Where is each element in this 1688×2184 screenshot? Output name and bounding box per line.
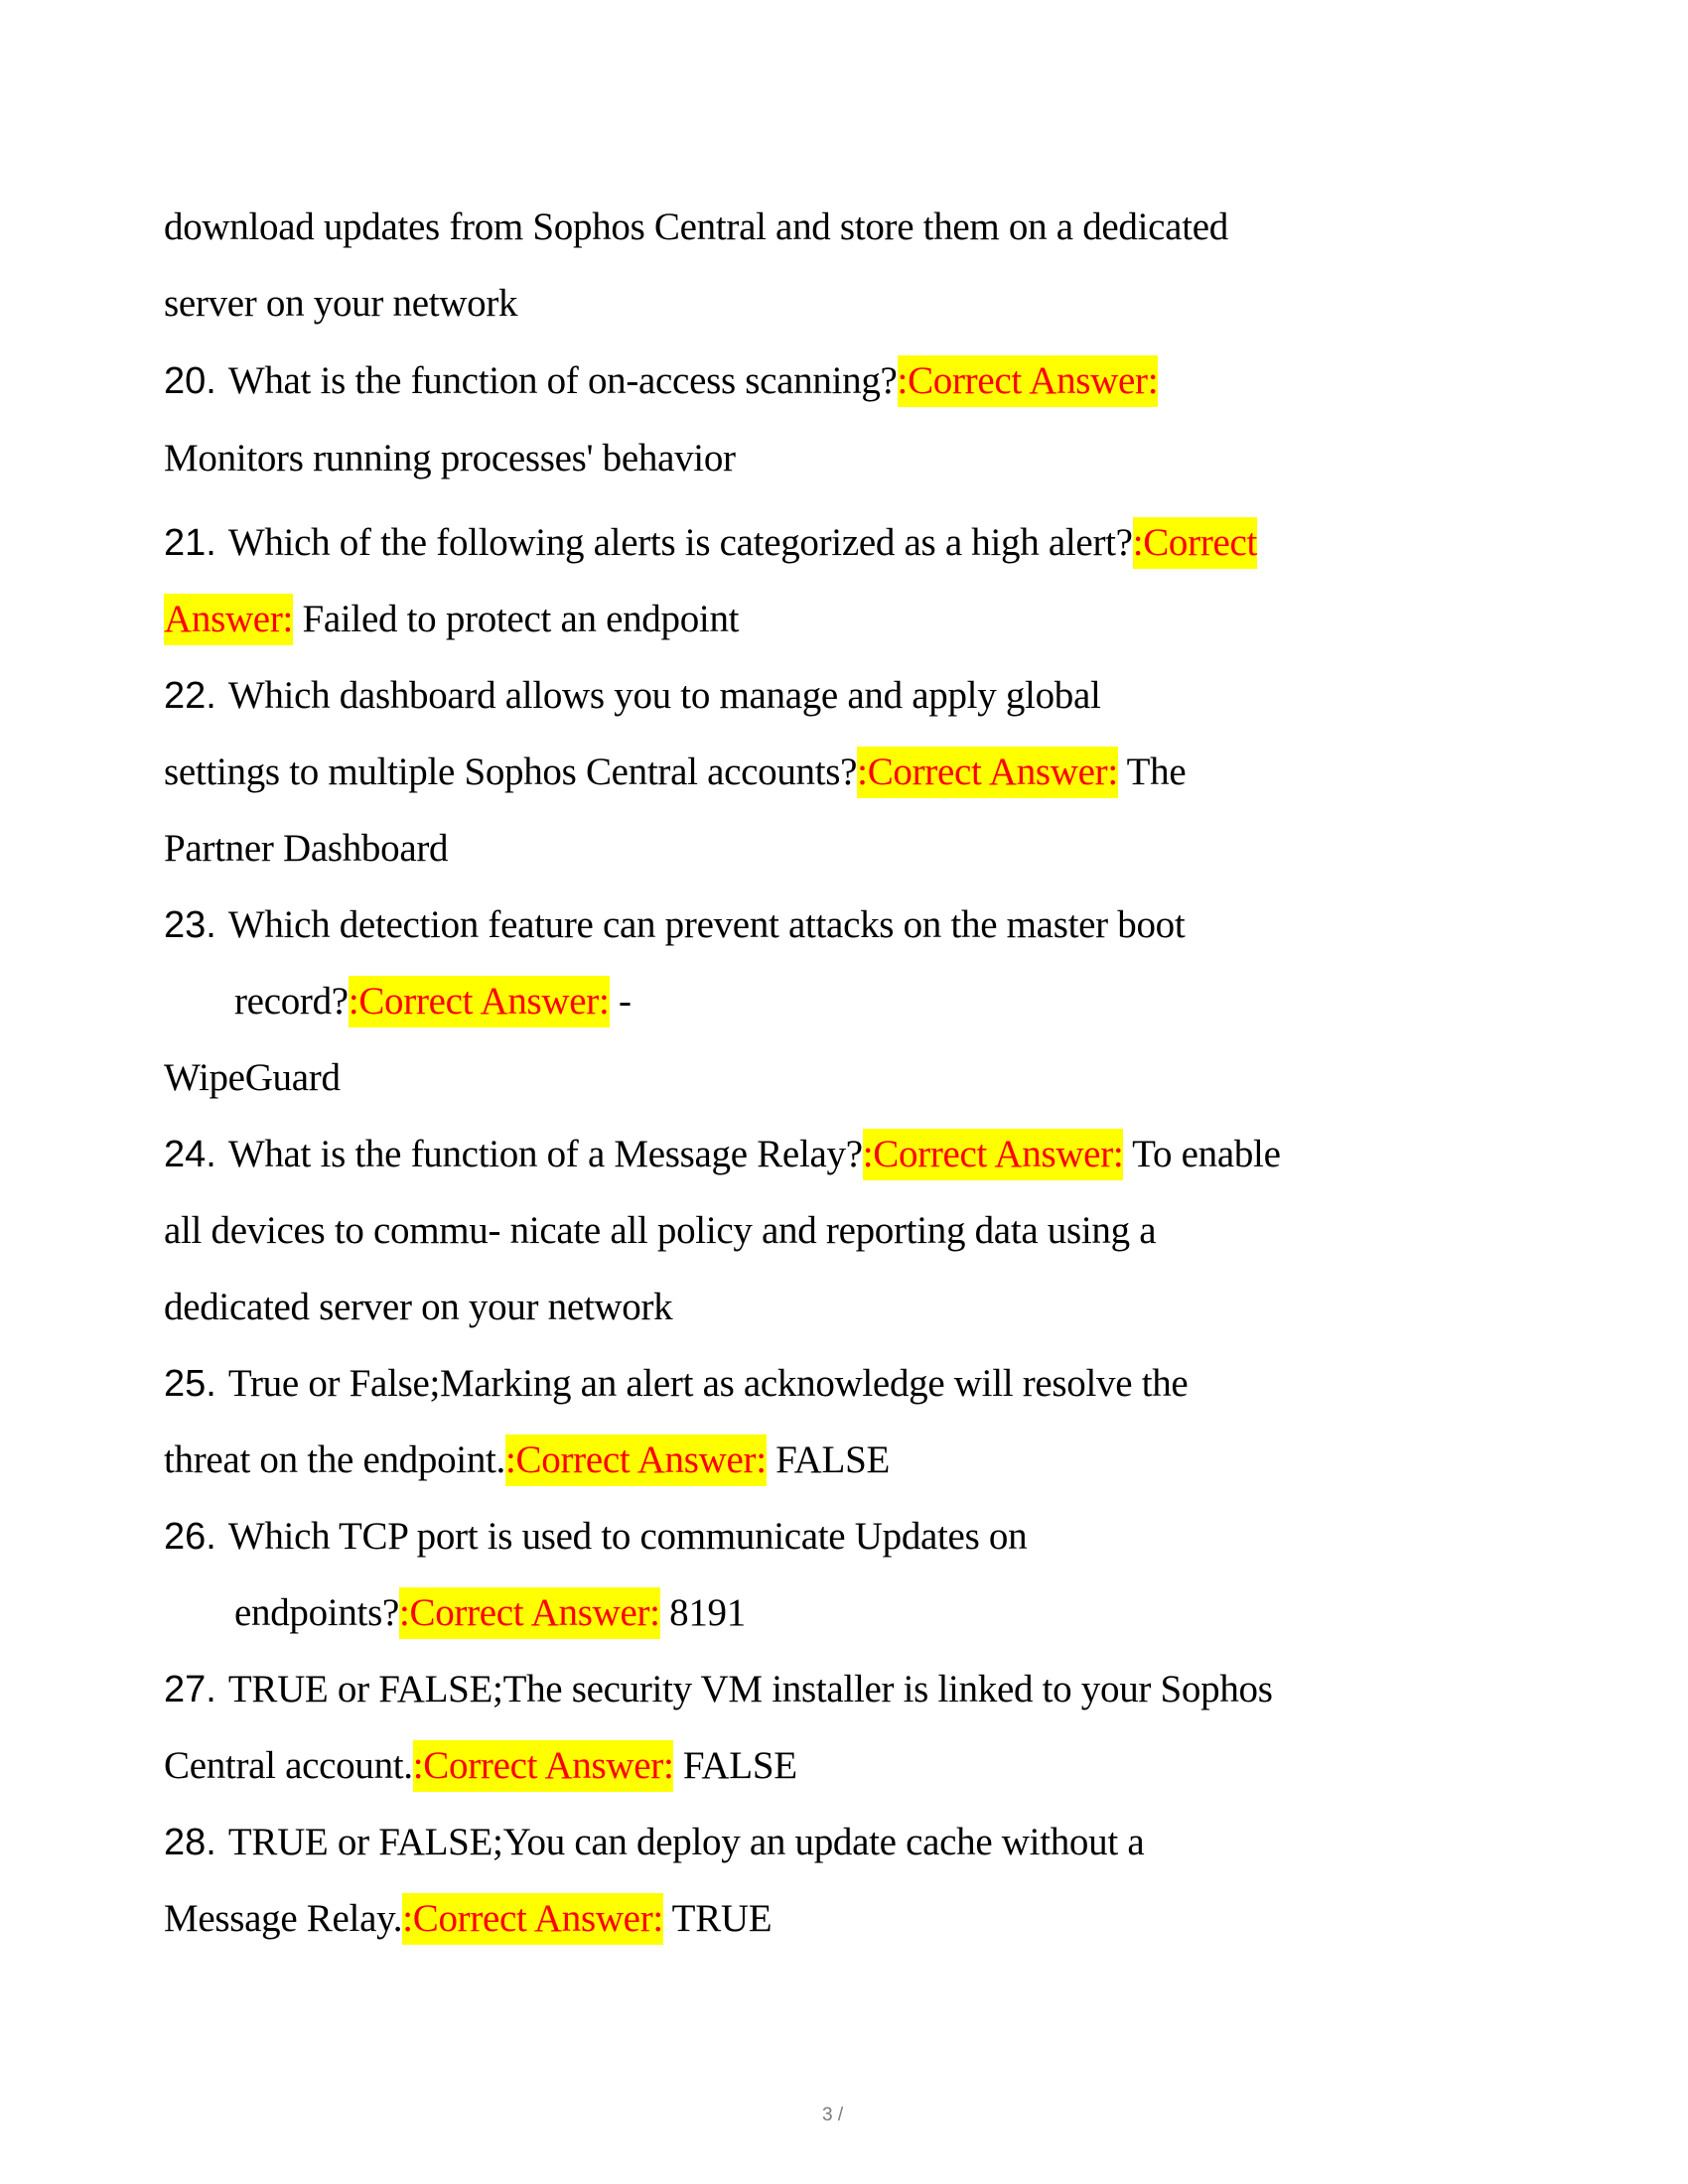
body-text: Which of the following alerts is categorized as a high alert? — [227, 521, 1133, 564]
body-text: all devices to commu- nicate all policy and reporting data using a — [164, 1209, 1157, 1252]
text-line — [164, 433, 736, 484]
text-line — [164, 899, 1185, 951]
question-number: 22. — [164, 675, 216, 717]
body-text: Which detection feature can prevent attacks on the master boot — [227, 903, 1186, 946]
body-text: dedicated server on your network — [164, 1286, 673, 1328]
body-text: TRUE or FALSE;The security VM installer is linked to your Sophos — [227, 1668, 1273, 1710]
text-line — [164, 1740, 797, 1792]
correct-answer-highlight: :Correct Answer: — [863, 1129, 1124, 1180]
text-line — [164, 1358, 1188, 1410]
correct-answer-highlight: :Correct — [1133, 517, 1257, 569]
body-text: endpoints? — [234, 1591, 399, 1634]
question-number: 24. — [164, 1134, 216, 1175]
text-line — [164, 670, 1101, 722]
body-text: Central account. — [164, 1744, 413, 1787]
correct-answer-highlight: :Correct Answer: — [399, 1587, 660, 1639]
text-line — [164, 1205, 1156, 1257]
text-line — [164, 1893, 772, 1945]
question-number: 26. — [164, 1516, 216, 1558]
correct-answer-highlight: :Correct Answer: — [413, 1740, 674, 1792]
body-text: Monitors running processes' behavior — [164, 437, 736, 479]
text-line — [164, 747, 1186, 798]
body-text: FALSE — [673, 1744, 797, 1787]
correct-answer-highlight: :Correct Answer: — [898, 355, 1159, 407]
text-line — [164, 1664, 1273, 1715]
page-number: 3 / — [822, 2105, 844, 2125]
question-number: 28. — [164, 1822, 216, 1863]
body-text: 8191 — [659, 1591, 746, 1634]
body-text: record? — [234, 980, 349, 1023]
text-line — [234, 976, 632, 1027]
text-line — [164, 1052, 341, 1104]
correct-answer-highlight: :Correct Answer: — [857, 747, 1118, 798]
text-line — [164, 1817, 1144, 1868]
correct-answer-highlight: :Correct Answer: — [349, 976, 610, 1027]
body-text: server on your network — [164, 282, 518, 325]
text-line — [164, 1434, 890, 1486]
text-line — [164, 1511, 1027, 1563]
body-text: - — [609, 980, 632, 1023]
body-text: Message Relay. — [164, 1897, 403, 1940]
question-number: 20. — [164, 360, 216, 402]
text-line — [164, 594, 739, 645]
correct-answer-highlight: Answer: — [164, 594, 293, 645]
body-text: Partner Dashboard — [164, 827, 449, 870]
body-text: True or False;Marking an alert as acknowledge will resolve the — [227, 1362, 1189, 1405]
correct-answer-highlight: :Correct Answer: — [505, 1434, 767, 1486]
text-line — [164, 202, 1228, 253]
body-text: The — [1117, 751, 1187, 793]
text-line — [234, 1587, 746, 1639]
body-text: What is the function of a Message Relay? — [227, 1133, 863, 1175]
body-text: threat on the endpoint. — [164, 1438, 506, 1481]
question-number: 21. — [164, 522, 216, 564]
text-line — [164, 278, 517, 330]
body-text: WipeGuard — [164, 1056, 341, 1099]
body-text: FALSE — [766, 1438, 890, 1481]
body-text: TRUE — [662, 1897, 773, 1940]
correct-answer-highlight: :Correct Answer: — [402, 1893, 663, 1945]
question-number: 23. — [164, 904, 216, 946]
body-text: TRUE or FALSE;You can deploy an update cache without a — [227, 1821, 1145, 1863]
text-line — [164, 517, 1257, 569]
body-text: Which TCP port is used to communicate Updates on — [227, 1515, 1028, 1558]
text-line — [164, 1129, 1281, 1180]
question-number: 27. — [164, 1669, 216, 1710]
body-text: download updates from Sophos Central and store them on a dedicated — [164, 205, 1228, 248]
text-line — [164, 1282, 672, 1333]
text-line — [164, 823, 448, 875]
body-text: Failed to protect an endpoint — [293, 598, 740, 640]
body-text: To enable — [1123, 1133, 1281, 1175]
body-text: Which dashboard allows you to manage and apply global — [227, 674, 1101, 717]
text-line — [164, 355, 1158, 407]
body-text: What is the function of on-access scanning? — [227, 359, 898, 402]
question-number: 25. — [164, 1363, 216, 1405]
body-text: settings to multiple Sophos Central accounts? — [164, 751, 858, 793]
